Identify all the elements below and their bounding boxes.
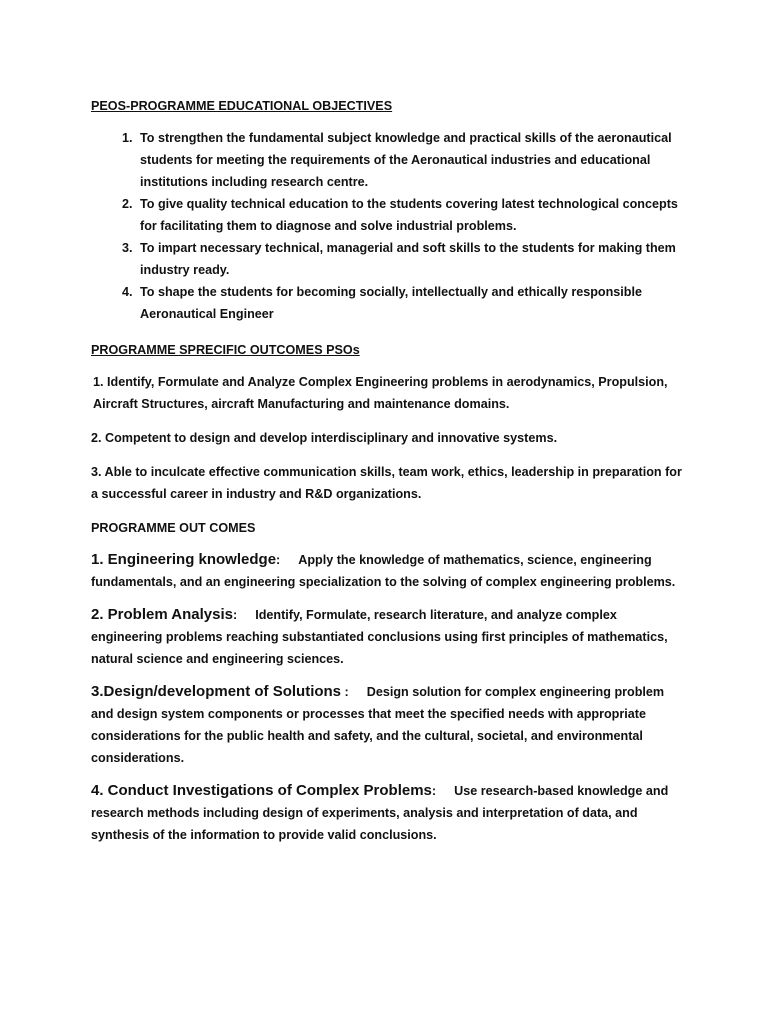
po-text-1: Apply the knowledge of mathematics, science, engineering fundamentals, and an engineering specialization to the solving of complex engineering problems. [91,553,676,589]
pso-item-3: 3. Able to inculcate effective communication skills, team work, ethics, leadership in preparation for a successful career in industry and R&D organizations. [91,465,682,501]
po-separator-1: : [276,553,281,567]
po-item-1 [91,549,688,593]
peos-list [91,127,688,325]
po-item-4 [91,780,688,846]
po-title-4: 4. Conduct Investigations of Complex Problems [91,782,432,799]
peo-item-2: 2. To give quality technical education to the students covering latest technological concepts for facilitating them to diagnose and solve industrial problems. [136,193,688,237]
po-item-3 [91,681,688,769]
po-title-3: 3.Design/development of Solutions [91,683,342,700]
po-text-3: Design solution for complex engineering problem and design system components or processes that meet the specified needs with appropriate considerations for the public health and safety, and the cultural, societal, and environmental considerations. [91,685,665,765]
po-separator-3: : [341,685,349,699]
peo-item-4: 4. To shape the students for becoming socially, intellectually and ethically responsible Aeronautical Engineer [136,281,688,325]
peo-item-1: 1. To strengthen the fundamental subject knowledge and practical skills of the aeronautical students for meeting the requirements of the Aeronautical industries and educational institutions including research centre. [136,127,688,193]
psos-heading: PROGRAMME SPRECIFIC OUTCOMES PSOs [91,343,360,357]
po-separator-4: : [431,784,437,798]
po-text-4: Use research-based knowledge and research methods including design of experiments, analysis and interpretation of data, and synthesis of the information to provide valid conclusions. [91,784,669,842]
po-text-2: Identify, Formulate, research literature, and analyze complex engineering problems reaching substantiated conclusions using first principles of mathematics, natural science and engineering sciences. [91,608,668,666]
peo-item-3: 3. To impart necessary technical, managerial and soft skills to the students for making them industry ready. [136,237,688,281]
pos-heading: PROGRAMME OUT COMES [91,521,256,535]
po-title-2: 2. Problem Analysis [91,606,234,623]
peos-heading: PEOS-PROGRAMME EDUCATIONAL OBJECTIVES [91,99,393,113]
po-item-2 [91,604,688,670]
po-separator-2: : [233,608,238,622]
pso-item-1: 1. Identify, Formulate and Analyze Complex Engineering problems in aerodynamics, Propulsion, Aircraft Structures, aircraft Manufacturing and maintenance domains. [93,375,668,411]
pso-item-2: 2. Competent to design and develop interdisciplinary and innovative systems. [91,431,558,445]
po-title-1: 1. Engineering knowledge [91,551,277,568]
